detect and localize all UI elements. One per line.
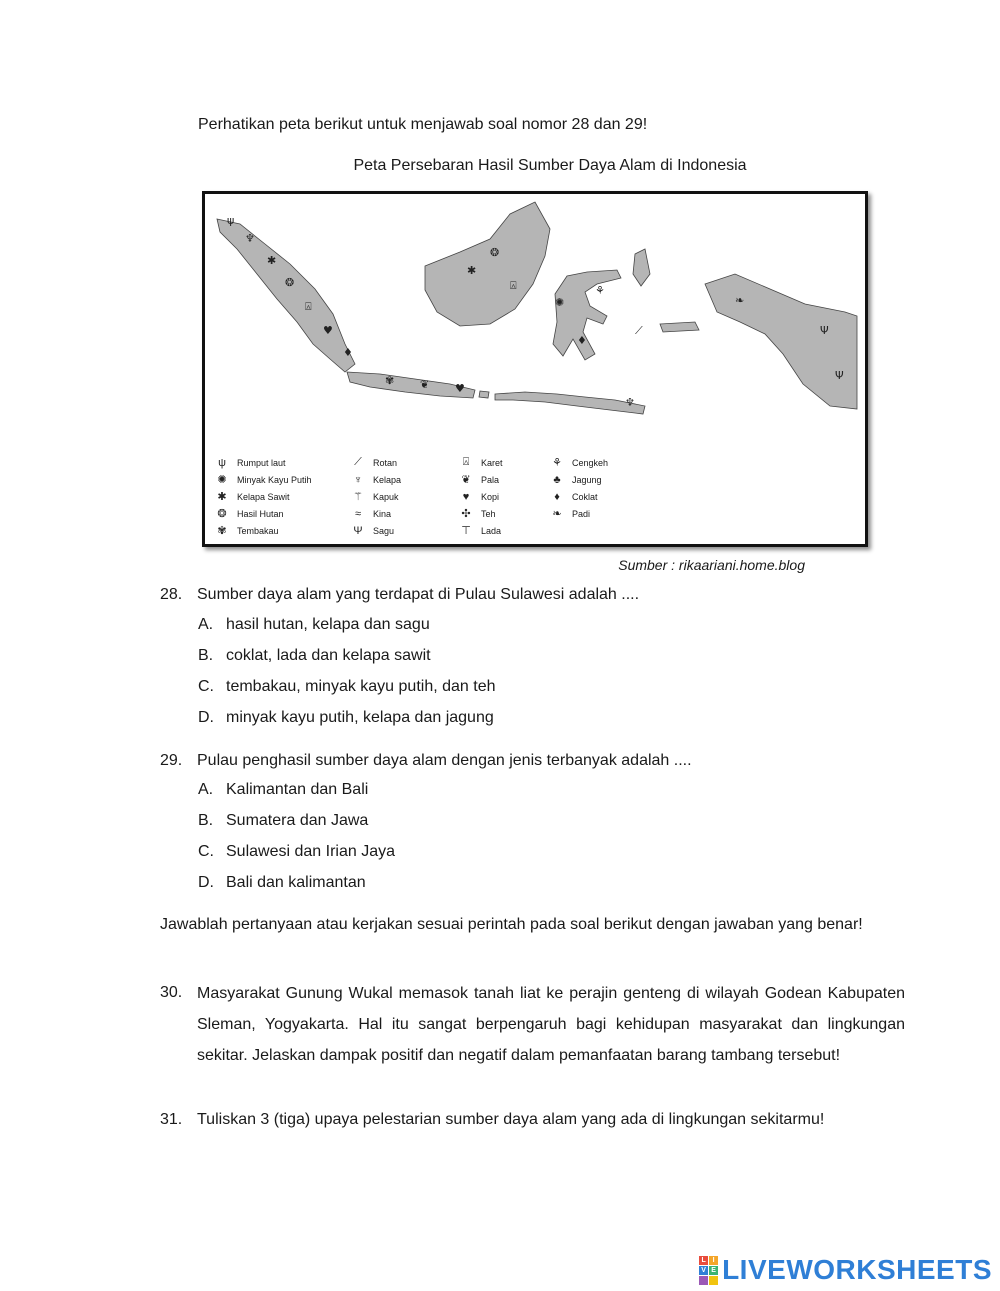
logo-mark-icon bbox=[699, 1256, 718, 1285]
cocoa-icon: ♦ bbox=[554, 490, 560, 503]
option-letter: D. bbox=[198, 709, 214, 726]
map-title: Peta Persebaran Hasil Sumber Daya Alam di Indonesia bbox=[353, 157, 747, 174]
seram-island bbox=[660, 322, 699, 332]
question-29 bbox=[160, 750, 905, 772]
rattan-icon: ⟋ bbox=[354, 456, 362, 468]
option-text: Bali dan kalimantan bbox=[226, 874, 366, 891]
svg-text:✱: ✱ bbox=[267, 254, 277, 267]
legend-label: Kelapa Sawit bbox=[237, 491, 290, 502]
legend-label: Coklat bbox=[572, 491, 598, 502]
legend-column bbox=[546, 454, 608, 522]
svg-text:♥: ♥ bbox=[323, 324, 333, 337]
rice-icon: ❧ bbox=[552, 508, 562, 520]
legend-item bbox=[455, 522, 503, 539]
legend-column bbox=[455, 454, 503, 539]
legend-item bbox=[211, 488, 312, 505]
papua-island bbox=[705, 274, 857, 409]
sulawesi-island bbox=[553, 270, 621, 360]
seaweed-icon: ψ bbox=[218, 456, 226, 469]
legend-label: Tembakau bbox=[237, 525, 279, 536]
map-figure bbox=[202, 191, 868, 547]
option-letter: B. bbox=[198, 812, 214, 829]
svg-text:⍓: ⍓ bbox=[510, 279, 517, 292]
coconut-icon: ♆ bbox=[353, 473, 363, 486]
option-letter: B. bbox=[198, 647, 214, 664]
option-29-a[interactable] bbox=[198, 781, 368, 799]
svg-text:ψ: ψ bbox=[227, 214, 235, 227]
option-text: Sulawesi dan Irian Jaya bbox=[226, 843, 395, 860]
option-29-b[interactable] bbox=[198, 812, 368, 830]
option-text: hasil hutan, kelapa dan sagu bbox=[226, 616, 430, 633]
svg-text:⍓: ⍓ bbox=[305, 300, 312, 313]
svg-text:♆: ♆ bbox=[625, 396, 635, 409]
svg-text:Ψ: Ψ bbox=[835, 369, 844, 382]
legend-label: Sagu bbox=[373, 525, 395, 536]
legend-item bbox=[211, 454, 312, 471]
option-text: Sumatera dan Jawa bbox=[226, 812, 369, 829]
svg-text:♦: ♦ bbox=[343, 346, 353, 359]
intro-text: Perhatikan peta berikut untuk menjawab soal nomor 28 dan 29! bbox=[198, 116, 648, 133]
question-28 bbox=[160, 584, 905, 606]
map-source: Sumber : rikaariani.home.blog bbox=[618, 557, 805, 573]
legend-label: Hasil Hutan bbox=[237, 508, 284, 519]
forest-product-icon: ❂ bbox=[217, 508, 227, 520]
rubber-icon: ⍓ bbox=[462, 456, 470, 468]
svg-text:✾: ✾ bbox=[385, 374, 395, 387]
legend-item bbox=[546, 454, 608, 471]
legend-label: Pala bbox=[481, 474, 500, 485]
maluku-islands bbox=[633, 249, 650, 286]
svg-text:✺: ✺ bbox=[555, 296, 565, 309]
question-text: Pulau penghasil sumber daya alam dengan jenis terbanyak adalah .... bbox=[197, 752, 692, 769]
question-text: Masyarakat Gunung Wukal memasok tanah liat ke perajin genteng di wilayah Godean Kabupaten Sleman, Yogyakarta. Hal itu sangat berpengaruh bagi kehidupan masyarakat dan lingkungan sekitar. Jelaskan dampak positif dan negatif dalam pemanfaatan barang tambang tersebut! bbox=[197, 985, 905, 1064]
nusa-tenggara-islands bbox=[495, 392, 645, 414]
legend-column bbox=[211, 454, 312, 539]
logo-block bbox=[699, 1276, 708, 1285]
option-29-c[interactable] bbox=[198, 843, 395, 861]
svg-text:❦: ❦ bbox=[420, 378, 430, 391]
legend-item bbox=[347, 488, 401, 505]
pepper-icon: ⊤ bbox=[461, 525, 471, 537]
option-28-d[interactable] bbox=[198, 709, 494, 727]
legend-item bbox=[455, 488, 503, 505]
legend-label: Rotan bbox=[373, 457, 398, 468]
kapok-icon: ⚚ bbox=[353, 491, 363, 503]
legend-item bbox=[546, 505, 608, 522]
svg-text:♦: ♦ bbox=[577, 334, 587, 347]
essay-instruction: Jawablah pertanyaan atau kerjakan sesuai perintah pada soal berikut dengan jawaban yang benar! bbox=[160, 916, 863, 933]
option-28-a[interactable] bbox=[198, 616, 430, 634]
bali-island bbox=[479, 391, 489, 398]
legend-item bbox=[211, 522, 312, 539]
question-number: 28. bbox=[160, 586, 183, 603]
option-text: minyak kayu putih, kelapa dan jagung bbox=[226, 709, 494, 726]
svg-text:❧: ❧ bbox=[735, 294, 745, 307]
logo-block: L bbox=[699, 1256, 708, 1265]
question-text: Tuliskan 3 (tiga) upaya pelestarian sumber daya alam yang ada di lingkungan sekitarmu! bbox=[197, 1111, 825, 1128]
svg-text:❂: ❂ bbox=[285, 276, 295, 289]
tobacco-icon: ✾ bbox=[217, 525, 227, 537]
coffee-icon: ♥ bbox=[462, 490, 470, 503]
logo-block bbox=[709, 1276, 718, 1285]
option-28-c[interactable] bbox=[198, 678, 496, 696]
eucalyptus-oil-icon: ✺ bbox=[217, 474, 227, 486]
logo-block: I bbox=[709, 1256, 718, 1265]
legend-label: Kelapa bbox=[373, 474, 402, 485]
legend-item bbox=[347, 454, 401, 471]
legend-item bbox=[211, 471, 312, 488]
quinine-icon: ≈ bbox=[354, 507, 362, 520]
legend-label: Kopi bbox=[481, 491, 500, 502]
svg-text:♥: ♥ bbox=[455, 382, 465, 395]
legend-item bbox=[347, 471, 401, 488]
legend-label: Kapuk bbox=[373, 491, 399, 502]
logo-text: LIVEWORKSHEETS bbox=[722, 1254, 992, 1285]
option-text: coklat, lada dan kelapa sawit bbox=[226, 647, 431, 664]
clove-icon: ⚘ bbox=[552, 457, 562, 469]
legend-label: Rumput laut bbox=[237, 457, 286, 468]
legend-label: Cengkeh bbox=[572, 457, 609, 468]
question-number: 31. bbox=[160, 1111, 183, 1128]
question-31 bbox=[160, 1109, 905, 1131]
question-number: 29. bbox=[160, 752, 183, 769]
question-text: Sumber daya alam yang terdapat di Pulau Sulawesi adalah .... bbox=[197, 586, 640, 603]
legend-label: Jagung bbox=[572, 474, 602, 485]
option-letter: C. bbox=[198, 678, 214, 695]
tea-icon: ✣ bbox=[461, 508, 471, 520]
logo-block: V bbox=[699, 1266, 708, 1275]
svg-text:❂: ❂ bbox=[490, 246, 500, 259]
svg-text:⚘: ⚘ bbox=[595, 284, 605, 297]
svg-text:Ψ: Ψ bbox=[820, 324, 829, 337]
question-30 bbox=[160, 984, 905, 1114]
legend-item bbox=[546, 488, 608, 505]
liveworksheets-logo bbox=[699, 1255, 992, 1285]
svg-text:⟋: ⟋ bbox=[635, 324, 643, 337]
corn-icon: ♣ bbox=[553, 473, 561, 486]
question-number: 30. bbox=[160, 984, 183, 1001]
option-29-d[interactable] bbox=[198, 874, 366, 892]
option-text: Kalimantan dan Bali bbox=[226, 781, 369, 798]
legend-label: Padi bbox=[572, 508, 591, 519]
sumatra-island bbox=[217, 219, 355, 372]
legend-item bbox=[455, 471, 503, 488]
svg-text:♆: ♆ bbox=[245, 232, 255, 245]
oil-palm-icon: ✱ bbox=[217, 491, 227, 503]
option-28-b[interactable] bbox=[198, 647, 431, 665]
option-letter: A. bbox=[198, 781, 214, 798]
legend-label: Kina bbox=[373, 508, 392, 519]
legend-label: Lada bbox=[481, 525, 502, 536]
legend-item bbox=[455, 505, 503, 522]
option-text: tembakau, minyak kayu putih, dan teh bbox=[226, 678, 496, 695]
legend-label: Minyak Kayu Putih bbox=[237, 474, 312, 485]
kalimantan-island bbox=[425, 202, 550, 326]
option-letter: D. bbox=[198, 874, 214, 891]
svg-text:✱: ✱ bbox=[467, 264, 477, 277]
legend-column bbox=[347, 454, 401, 539]
legend-item bbox=[347, 505, 401, 522]
legend-label: Teh bbox=[481, 508, 496, 519]
option-letter: C. bbox=[198, 843, 214, 860]
indonesia-map bbox=[205, 194, 865, 454]
legend-item bbox=[211, 505, 312, 522]
option-letter: A. bbox=[198, 616, 214, 633]
map-legend bbox=[211, 454, 859, 538]
legend-item bbox=[546, 471, 608, 488]
logo-block: E bbox=[709, 1266, 718, 1275]
nutmeg-icon: ❦ bbox=[461, 474, 471, 486]
legend-label: Karet bbox=[481, 457, 503, 468]
legend-item bbox=[347, 522, 401, 539]
legend-item bbox=[455, 454, 503, 471]
sago-icon: Ψ bbox=[353, 524, 363, 537]
